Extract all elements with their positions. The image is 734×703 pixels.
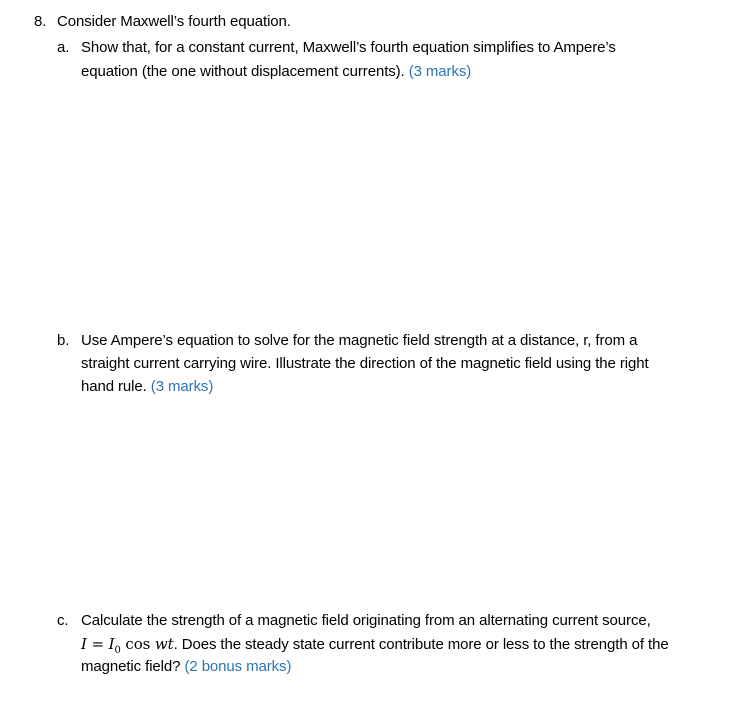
equation-equals: = [91,635,104,653]
part-c-label: c. [57,612,69,629]
part-b-line-2: straight current carrying wire. Illustrate the direction of the magnetic field using the right [81,355,649,372]
part-c-line-2-text: . Does the steady state current contribute more or less to the strength of the [173,636,669,653]
equation-func: cos [125,635,151,653]
part-c-line-3 [81,657,291,677]
part-b-line-1: Use Ampere’s equation to solve for the magnetic field strength at a distance, r, from a [81,332,638,349]
part-b-marks: (3 marks) [150,378,214,395]
part-c-marks: (2 bonus marks) [184,658,292,675]
current-equation [81,635,174,656]
part-b-line-3 [81,377,213,397]
part-c-line-1: Calculate the strength of a magnetic field originating from an alternating current source, [81,612,651,629]
equation-rhs-sub: 0 [114,645,121,656]
equation-arg: wt [154,635,174,653]
part-a-label: a. [57,39,70,56]
question-number: 8. [34,13,47,30]
equation-rhs-var: I [108,635,115,653]
part-b-label: b. [57,332,70,349]
part-a-line-2-text: equation (the one without displacement currents). [81,63,405,80]
equation-lhs: I [81,635,87,653]
part-a-line-1: Show that, for a constant current, Maxwell’s fourth equation simplifies to Ampere’s [81,39,616,56]
part-c-line-3-text: magnetic field? [81,658,181,675]
question-title: Consider Maxwell’s fourth equation. [57,13,291,30]
part-b-line-3-text: hand rule. [81,378,147,395]
part-c-line-2 [81,634,669,657]
part-a-line-2 [81,62,471,82]
part-a-marks: (3 marks) [408,63,472,80]
